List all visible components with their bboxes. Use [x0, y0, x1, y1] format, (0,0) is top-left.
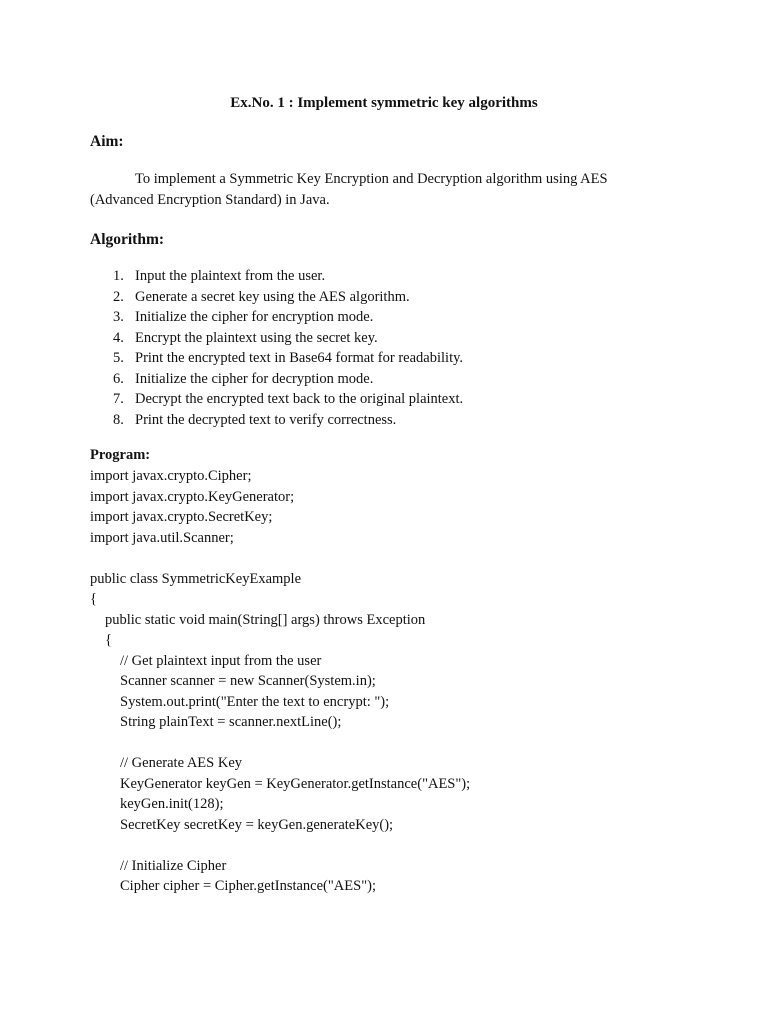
code-line: // Get plaintext input from the user	[120, 652, 322, 669]
code-line	[90, 548, 470, 569]
step-text: Input the plaintext from the user.	[135, 268, 326, 284]
aim-text: To implement a Symmetric Key Encryption and Decryption algorithm using AES (Advanced Encryption Standard) in Java.	[90, 171, 608, 208]
program-code	[90, 466, 470, 897]
step-number: 1.	[113, 268, 124, 284]
step-number: 3.	[113, 309, 124, 325]
step-text: Print the encrypted text in Base64 format for readability.	[135, 350, 464, 366]
algorithm-step	[90, 307, 463, 328]
algorithm-step	[90, 287, 463, 308]
code-line	[90, 733, 470, 754]
code-line: String plainText = scanner.nextLine();	[120, 714, 342, 730]
code-line: import javax.crypto.KeyGenerator;	[90, 488, 295, 505]
step-text: Generate a secret key using the AES algorithm.	[135, 288, 410, 305]
aim-heading: Aim:	[90, 133, 124, 150]
step-text: Print the decrypted text to verify correctness.	[135, 411, 397, 428]
code-line: import javax.crypto.SecretKey;	[90, 509, 273, 525]
algorithm-step	[90, 266, 463, 287]
step-number: 2.	[113, 288, 124, 305]
code-line: public static void main(String[] args) throws Exception	[105, 611, 426, 628]
step-number: 4.	[113, 329, 124, 346]
algorithm-step	[90, 410, 463, 431]
code-line	[90, 835, 470, 856]
program-heading: Program:	[90, 447, 151, 463]
algorithm-heading: Algorithm:	[90, 231, 165, 248]
code-line: {	[90, 591, 97, 607]
code-line: KeyGenerator keyGen = KeyGenerator.getInstance("AES");	[120, 775, 471, 792]
code-line: keyGen.init(128);	[120, 796, 224, 812]
code-line: System.out.print("Enter the text to encrypt: ");	[120, 693, 390, 710]
algorithm-step	[90, 348, 463, 369]
step-number: 8.	[113, 411, 124, 428]
algorithm-step	[90, 389, 463, 410]
step-number: 6.	[113, 370, 124, 387]
code-line: public class SymmetricKeyExample	[90, 570, 302, 587]
code-line: Cipher cipher = Cipher.getInstance("AES");	[120, 878, 376, 894]
step-number: 5.	[113, 350, 124, 366]
algorithm-step	[90, 369, 463, 390]
step-text: Initialize the cipher for encryption mode.	[135, 309, 374, 325]
step-number: 7.	[113, 391, 124, 407]
code-line: import javax.crypto.Cipher;	[90, 468, 252, 484]
step-text: Encrypt the plaintext using the secret key.	[135, 329, 378, 346]
code-line: {	[105, 632, 112, 648]
step-text: Decrypt the encrypted text back to the original plaintext.	[135, 391, 464, 407]
document-title: Ex.No. 1 : Implement symmetric key algorithms	[230, 95, 538, 111]
algorithm-step	[90, 328, 463, 349]
code-line: // Generate AES Key	[120, 755, 243, 771]
code-line: // Initialize Cipher	[120, 857, 227, 874]
code-line: SecretKey secretKey = keyGen.generateKey();	[120, 816, 394, 833]
step-text: Initialize the cipher for decryption mode.	[135, 370, 374, 387]
code-line: import java.util.Scanner;	[90, 529, 234, 546]
code-line: Scanner scanner = new Scanner(System.in);	[120, 673, 376, 689]
algorithm-steps	[90, 266, 463, 430]
